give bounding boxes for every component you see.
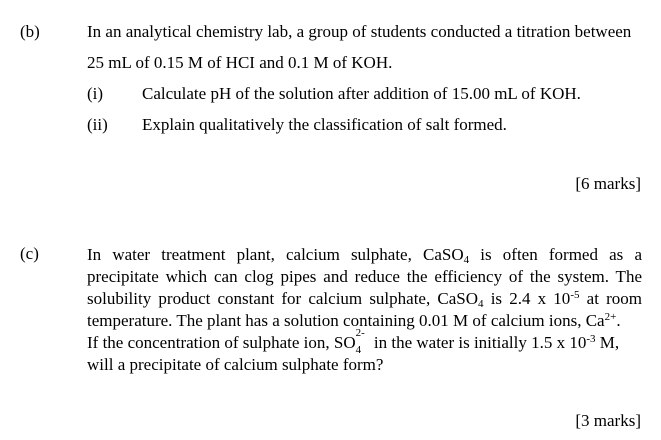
section-c-line-5: If the concentration of sulphate ion, SO 2- 4 in the water is initially 1.5 x $10^{-3}$ M, — [87, 327, 620, 356]
section-b-intro-line-1: In an analytical chemistry lab, a group of students conducted a titration between — [87, 22, 632, 41]
section-c-line-4: temperature. The plant has a solution containing 0.01 M of calcium ions, $Ca^{2+}$. — [87, 311, 621, 330]
section-c-line-3: solubility product constant for calcium sulphate, CaSO$_4$ is 2.4 x $10^{-5}$ at room — [87, 289, 642, 310]
section-b-marks: [6 marks] — [575, 174, 641, 193]
section-c-label: (c) — [20, 244, 39, 263]
question-b-ii-number: (ii) — [87, 115, 108, 134]
section-c-line-1: In water treatment plant, calcium sulphate, CaSO$_4$ is often formed as a — [87, 245, 642, 266]
question-b-i-text: Calculate pH of the solution after addition of 15.00 mL of KOH. — [142, 84, 581, 103]
question-b-ii-text: Explain qualitatively the classification of salt formed. — [142, 115, 507, 134]
question-b-i-number: (i) — [87, 84, 104, 103]
section-b-label: (b) — [20, 22, 40, 41]
section-c-marks: [3 marks] — [575, 411, 641, 430]
section-c-line-2: precipitate which can clog pipes and reduce the efficiency of the system. The — [87, 267, 642, 286]
section-c-line-6: will a precipitate of calcium sulphate form? — [87, 355, 384, 374]
section-b-intro-line-2: 25 mL of 0.15 M of HCI and 0.1 M of KOH. — [87, 53, 393, 72]
